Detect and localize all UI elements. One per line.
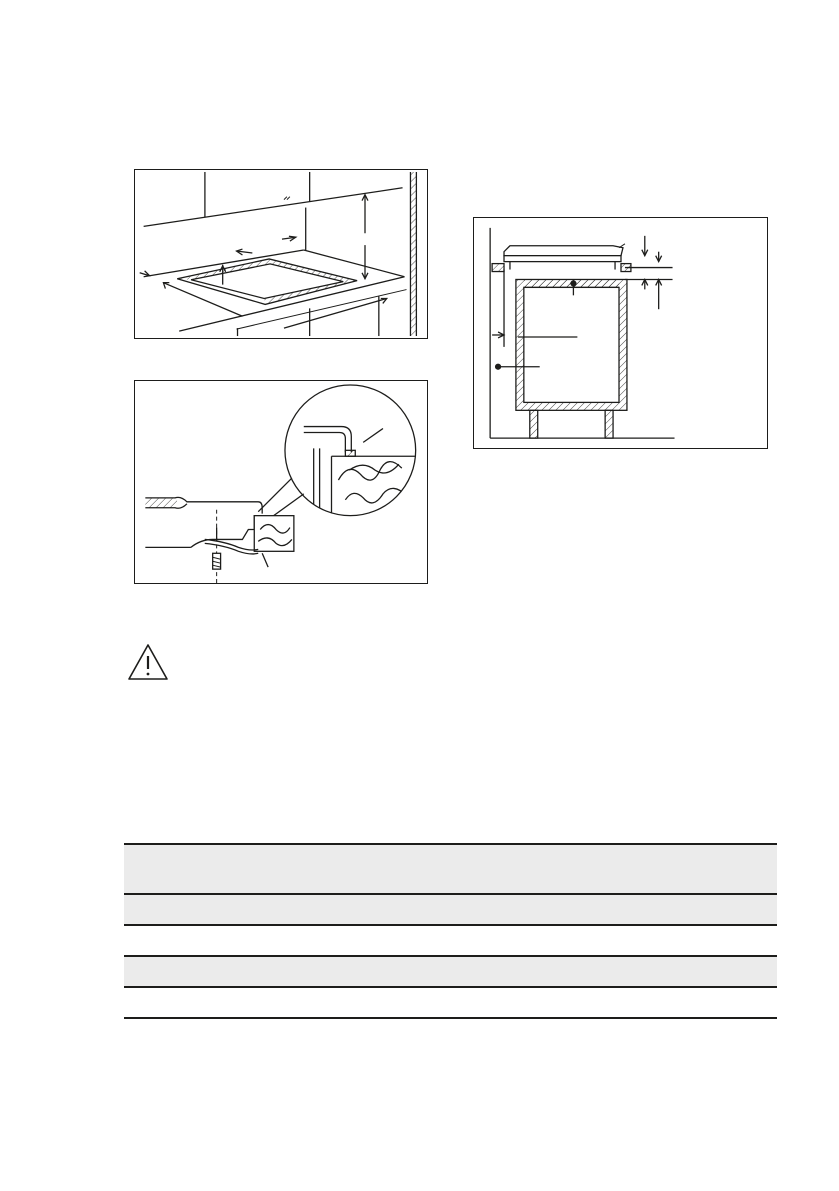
bracket-fixing-figure — [134, 380, 428, 584]
table-row — [124, 894, 777, 925]
warning-triangle-icon — [127, 643, 169, 681]
table-row — [124, 987, 777, 1018]
specification-table — [124, 843, 777, 1019]
table-cell — [451, 956, 778, 987]
table-cell — [451, 894, 778, 925]
table-cell — [451, 844, 778, 894]
table-cell — [451, 987, 778, 1018]
cabinet-section-figure — [473, 217, 768, 449]
cabinet-side-section-diagram — [474, 218, 767, 448]
table-cell — [124, 925, 451, 956]
table-cell — [124, 894, 451, 925]
table-cell — [451, 925, 778, 956]
table-header-row — [124, 844, 777, 894]
table-cell — [124, 844, 451, 894]
table-row — [124, 956, 777, 987]
worktop-cutout-figure — [134, 169, 428, 339]
table-cell — [124, 987, 451, 1018]
bracket-screw-detail-diagram — [135, 381, 427, 583]
table-row — [124, 925, 777, 956]
table-cell — [124, 956, 451, 987]
cutout-dimensions-diagram — [135, 170, 427, 338]
